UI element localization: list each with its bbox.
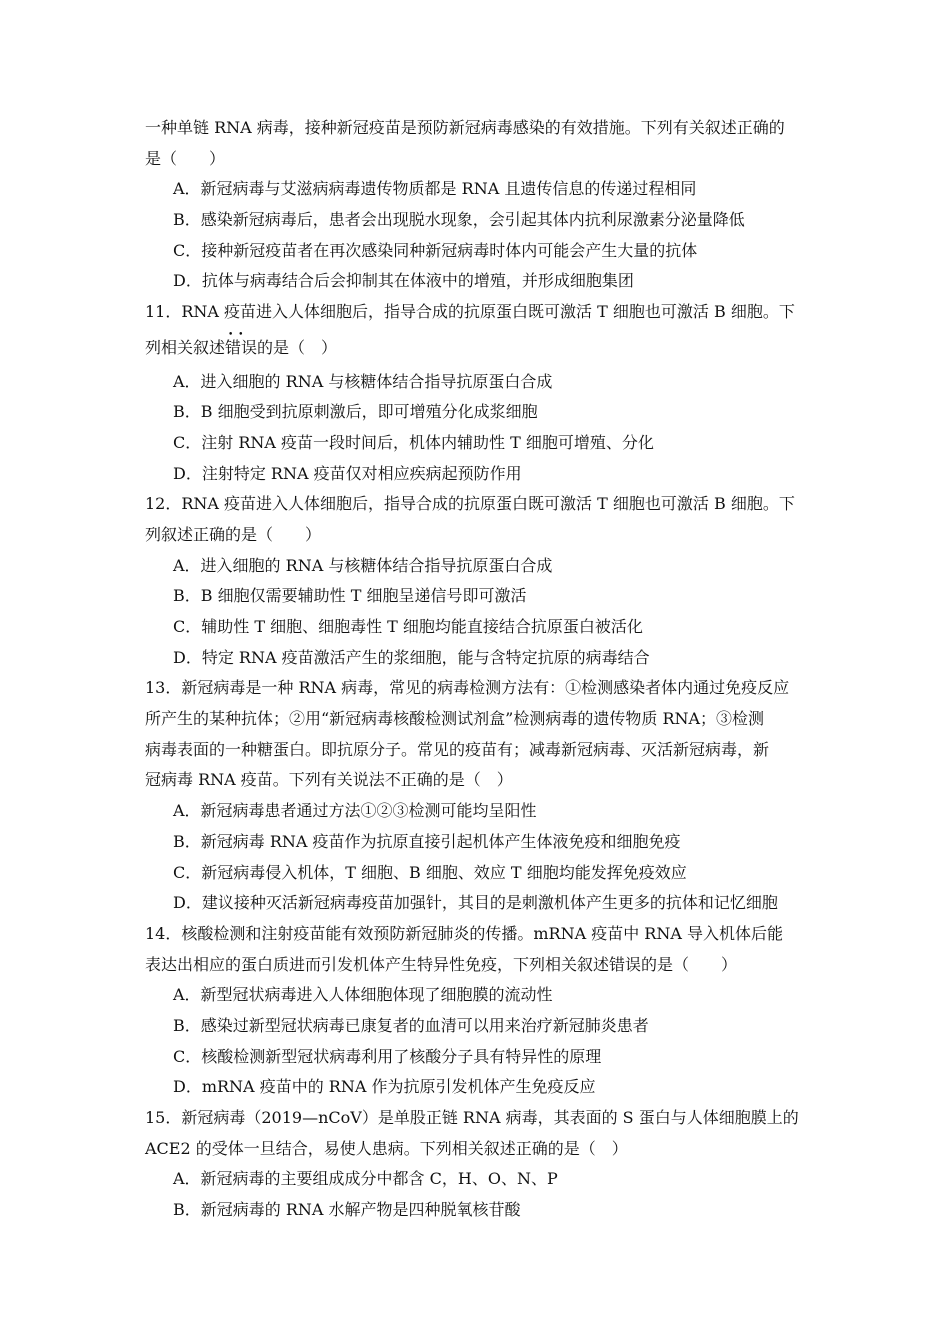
question-15-option-a: A．新冠病毒的主要组成成分中都含 C，H、O、N、P [173,1169,558,1189]
question-10-option-a: A．新冠病毒与艾滋病病毒遗传物质都是 RNA 且遗传信息的传递过程相同 [173,179,697,199]
question-11-stem-before: 列相关叙述 [145,337,226,357]
question-12-option-b: B．B 细胞仅需要辅助性 T 细胞呈递信号即可激活 [173,586,527,606]
question-13-stem-line-1: 13．新冠病毒是一种 RNA 病毒，常见的病毒检测方法有：①检测感染者体内通过免疫反应 [145,678,790,698]
question-11-stem-after: 的是（ ） [257,337,338,357]
question-14-option-d: D．mRNA 疫苗中的 RNA 作为抗原引发机体产生免疫反应 [173,1077,596,1097]
question-15-option-b: B．新冠病毒的 RNA 水解产物是四种脱氧核苷酸 [173,1200,521,1220]
question-12-option-a: A．进入细胞的 RNA 与核糖体结合指导抗原蛋白合成 [173,555,553,575]
question-13-option-c: C．新冠病毒侵入机体，T 细胞、B 细胞、效应 T 细胞均能发挥免疫效应 [173,862,687,882]
question-13-stem-line-2: 所产生的某种抗体；②用“新冠病毒核酸检测试剂盒”检测病毒的遗传物质 RNA；③检测 [145,709,765,729]
question-14-option-c: C．核酸检测新型冠状病毒利用了核酸分子具有特异性的原理 [173,1046,602,1066]
question-11-option-c: C．注射 RNA 疫苗一段时间后，机体内辅助性 T 细胞可增殖、分化 [173,432,654,452]
question-10-option-c: C．接种新冠疫苗者在再次感染同种新冠病毒时体内可能会产生大量的抗体 [173,240,698,260]
question-13-option-a: A．新冠病毒患者通过方法①②③检测可能均呈阳性 [173,801,537,821]
question-10-option-b: B．感染新冠病毒后，患者会出现脱水现象，会引起其体内抗利尿激素分泌量降低 [173,210,745,230]
question-15-stem-line-2: ACE2 的受体一旦结合，易使人患病。下列相关叙述正确的是（ ） [145,1138,628,1158]
question-12-stem-line-1: 12．RNA 疫苗进入人体细胞后，指导合成的抗原蛋白既可激活 T 细胞也可激活 B 细胞。下 [145,494,795,514]
question-content [145,113,810,1226]
question-14-option-b: B．感染过新型冠状病毒已康复者的血清可以用来治疗新冠肺炎患者 [173,1015,649,1035]
question-10-stem-line-2: 是（ ） [145,148,226,168]
question-13-stem-line-4: 冠病毒 RNA 疫苗。下列有关说法不正确的是（ ） [145,770,513,790]
question-13-option-b: B．新冠病毒 RNA 疫苗作为抗原直接引起机体产生体液免疫和细胞免疫 [173,831,681,851]
question-11-option-a: A．进入细胞的 RNA 与核糖体结合指导抗原蛋白合成 [173,371,553,391]
question-15-stem-line-1: 15．新冠病毒（2019—nCoV）是单股正链 RNA 病毒，其表面的 S 蛋白与人体细胞膜上的 [145,1108,799,1127]
question-10-stem-line-1: 一种单链 RNA 病毒，接种新冠疫苗是预防新冠病毒感染的有效措施。下列有关叙述正确的 [145,118,785,137]
question-14-option-a: A．新型冠状病毒进入人体细胞体现了细胞膜的流动性 [173,985,553,1005]
question-10-option-d: D．抗体与病毒结合后会抑制其在体液中的增殖，并形成细胞集团 [173,271,634,291]
question-13-stem-line-3: 病毒表面的一种糖蛋白。即抗原分子。常见的疫苗有；减毒新冠病毒、灭活新冠病毒，新 [145,739,770,759]
question-14-stem-line-2: 表达出相应的蛋白质进而引发机体产生特异性免疫，下列相关叙述错误的是（ ） [145,954,738,974]
question-11-option-b: B．B 细胞受到抗原刺激后，即可增殖分化成浆细胞 [173,402,538,422]
question-12-option-c: C．辅助性 T 细胞、细胞毒性 T 细胞均能直接结合抗原蛋白被活化 [173,617,643,636]
question-11-emphasized-word: 错误 • • [225,333,257,364]
question-11-stem-line-1: 11．RNA 疫苗进入人体细胞后，指导合成的抗原蛋白既可激活 T 细胞也可激活 B 细胞。下 [145,302,795,322]
question-11-option-d: D．注射特定 RNA 疫苗仅对相应疾病起预防作用 [173,463,522,483]
question-14-stem-line-1: 14．核酸检测和注射疫苗能有效预防新冠肺炎的传播。mRNA 疫苗中 RNA 导入机体后能 [145,923,783,943]
question-11-stem-line-2 [145,333,810,364]
question-12-option-d: D．特定 RNA 疫苗激活产生的浆细胞，能与含特定抗原的病毒结合 [173,647,650,667]
question-12-stem-line-2: 列叙述正确的是（ ） [145,524,322,544]
question-13-option-d: D．建议接种灭活新冠病毒疫苗加强针，其目的是刺激机体产生更多的抗体和记忆细胞 [173,893,778,913]
